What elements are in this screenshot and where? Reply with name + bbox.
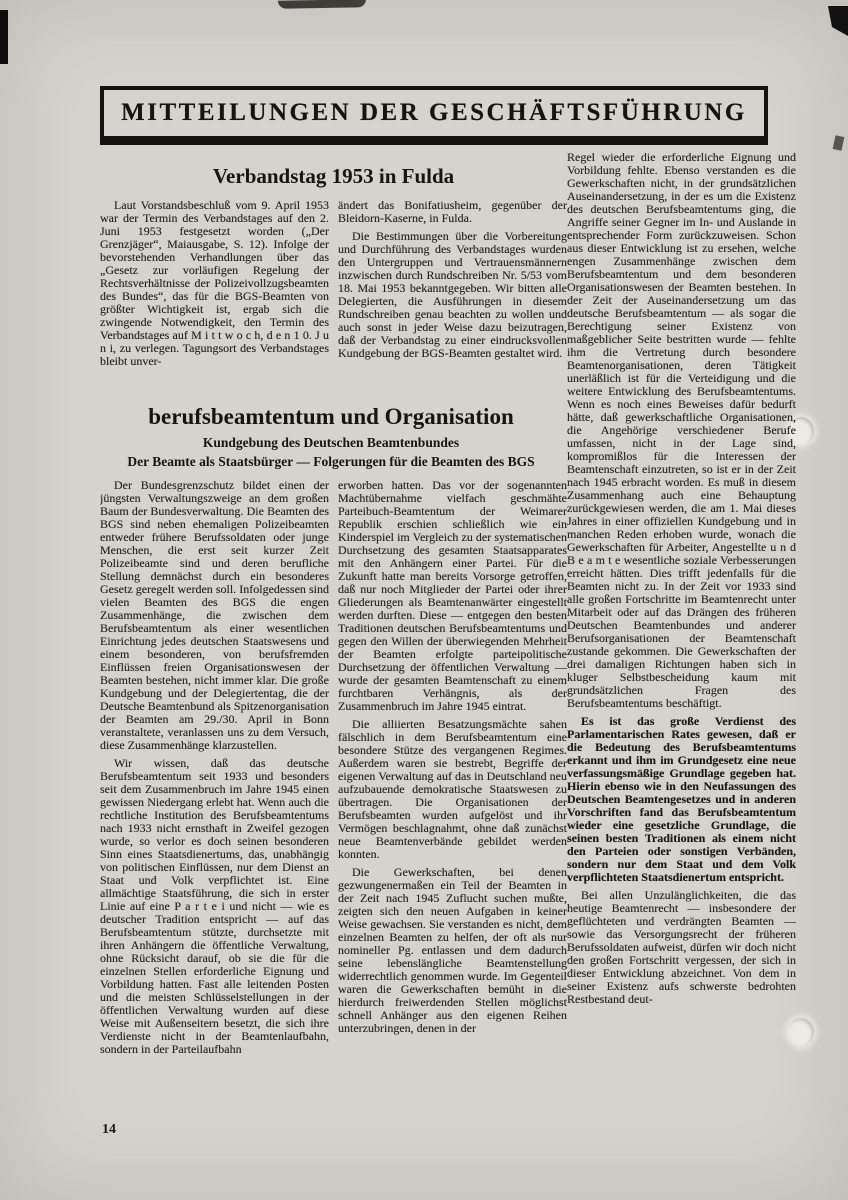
paragraph: Es ist das große Verdienst des Parlamentarischen Rates gewesen, daß er die Bedeutung des Berufsbeamtentums erkannt und ihm im Grundgesetz eine neue verfassungsmäßige Grundlage gegeben hat. Hierin ebenso wie in den Neufassungen des Deutschen Beamtengesetzes und in anderen Vorschriften fand das Berufsbeamtentum wieder eine gesetzliche Grundlage, die seinen besten Traditionen als einem nicht den Parteien oder sonstigen Verbänden, sondern nur dem Staat und dem Volk verpflichteten Staatsdienertum entspricht.	[567, 714, 796, 884]
article1-columns	[100, 199, 567, 395]
article2-column-3	[567, 151, 796, 1163]
article1-title: Verbandstag 1953 in Fulda	[212, 164, 455, 188]
scan-artifact-corner	[828, 6, 848, 36]
article2-columns	[100, 479, 567, 1157]
paragraph: Wir wissen, daß das deutsche Berufsbeamtentum seit 1933 und besonders seit dem Zusammenbruch im Jahre 1945 einen gewissen Niedergang erlebt hat. Wenn auch die rechtliche Institution des Berufsbeamtentums nach 1933 nicht ernsthaft in Zweifel gezogen wurde, so verlor es doch seinen besonderen Sinn eines Staatsdienertums, das, unabhängig von politischen Einflüssen, nur dem Dienst an Staat und Volk verpflichtet ist. Eine allmächtige Staatsführung, die sich in erster Linie auf eine P a r t e i und nicht — wie es deutscher Tradition entspricht — auf das Berufsbeamtentum stützte, durchsetzte mit ihren Anhängern die öffentliche Verwaltung, ohne Rücksicht darauf, ob sie die für die einzelnen Stellen erforderliche Eignung und Vorbildung hatten. Fast alle leitenden Posten und die meisten Schlüsselstellungen in der öffentlichen Verwaltung wurden auf diese Weise mit Außenseitern besetzt, die sich ihre Verdienste nicht in der Beamtenlaufbahn, sondern in der Parteilaufbahn	[100, 756, 329, 1056]
paragraph: Die alliierten Besatzungsmächte sahen fälschlich in dem Berufsbeamtentum eine besondere Stütze des vergangenen Regimes. Außerdem waren sie bestrebt, Begriffe der eigenen Verwaltung auf das in Deutschland neu aufzubauende demokratische Staatswesen zu übertragen. Die Organisationen der Berufsbeamten wurden aufgelöst und ihr Vermögen beschlagnahmt, ohne daß zunächst neue Beamtenverbände gebildet werden konnten.	[338, 717, 567, 861]
paragraph: Bei allen Unzulänglichkeiten, die das heutige Beamtenrecht — insbesondere der geflüchteten und verdrängten Beamten — sowie das Versorgungsrecht der früheren Berufssoldaten aufweist, dürfen wir doch nicht den großen Fortschritt vergessen, der sich in dieser Entwicklung abzeichnet. Von dem in seiner Existenz aufs schwerste bedrohten Restbestand deut-	[567, 888, 796, 1006]
article1-column-2	[338, 199, 567, 395]
scan-artifact-edge-mark	[833, 135, 845, 151]
paragraph: erworben hatten. Das vor der sogenannten Machtübernahme vielfach geschmähte Parteibuch-Beamtentum der Weimarer Republik erschien schließlich wie ein Kinderspiel im Vergleich zu der systematischen Durchsetzung des gesamten Staatsapparates mit den Anhängern einer Partei. Für die Zukunft hatte man bereits Vorsorge getroffen, daß nur noch Mitglieder der Partei oder ihrer Gliederungen als Beamtenanwärter eingestellt werden durften. Diese — entgegen den besten Traditionen deutschen Berufsbeamtentums und gegen den Willen der überwiegenden Mehrheit der Beamten erfolgte parteipolitische Durchsetzung der öffentlichen Verwaltung — wurde der gesamten Beamtenschaft zu einem furchtbaren Verhängnis, als der Zusammenbruch im Jahre 1945 eintrat.	[338, 479, 567, 713]
paragraph: Die Gewerkschaften, bei denen gezwungenermaßen ein Teil der Beamten in der Zeit nach 1945 Zuflucht suchen mußte, zeigten sich den neuen Aufgaben in keiner Weise gewachsen. Sie verstanden es nicht, dem einzelnen Beamten zu helfen, der oft als nur nomineller Pg. entlassen und dem dadurch seine lebenslängliche Beamtenstellung widerrechtlich genommen wurde. Im Gegenteil waren die Gewerkschaften bemüht in die hierdurch freiwerdenden Stellen möglichst schnell Anhänger aus den eigenen Reihen unterzubringen, denen in der	[338, 865, 567, 1035]
masthead-box	[100, 86, 768, 145]
masthead-title: MITTEILUNGEN DER GESCHÄFTSFÜHRUNG	[121, 99, 747, 126]
article2-heading	[95, 404, 567, 470]
article2-title: berufsbeamtentum und Organisation	[148, 404, 514, 429]
article2-subtitle-2: Der Beamte als Staatsbürger — Folgerungen für die Beamten des BGS	[127, 454, 535, 469]
page-number: 14	[102, 1122, 116, 1137]
paragraph: Die Bestimmungen über die Vorbereitung und Durchführung des Verbandstages wurden den Untergruppen und Vertrauensmännern inzwischen durch Rundschreiben Nr. 5/53 vom 18. Mai 1953 bekanntgegeben. Wir bitten alle Delegierten, die Ausführungen in diesem Rundschreiben genau beachten zu wollen und auch sonst in jeder Weise dazu beizutragen, daß der Verbandstag zu einer eindrucksvollen Kundgebung der BGS-Beamten gestaltet wird.	[338, 229, 567, 360]
article1-column-1	[100, 199, 329, 395]
paragraph: Laut Vorstandsbeschluß vom 9. April 1953 war der Termin des Verbandstages auf den 2. Juni 1953 festgesetzt worden („Der Grenzjäger“, Maiausgabe, S. 12). Infolge der bevorstehenden Verhandlungen über das „Gesetz zur vorläufigen Regelung der Rechtsverhältnisse der Polizeivollzugsbeamten des Bundes“, das für die BGS-Beamten von größter Wichtigkeit ist, ergab sich die zwingende Notwendigkeit, den Termin des Verbandstages auf M i t t w o c h, d e n 1 0. J u n i, zu verlegen. Tagungsort des Verbandstages bleibt unver-	[100, 199, 329, 368]
paragraph: Regel wieder die erforderliche Eignung und Vorbildung fehlte. Ebenso verstanden es die Gewerkschaften nicht, in der grundsätzlichen Auseinandersetzung, in der es um die Existenz des deutschen Berufsbeamtentums ging, die Angriffe seiner Gegner im In- und Auslande in entsprechender Form zurückzuweisen. Schon aus dieser Entwicklung ist zu ersehen, welche engen Zusammenhänge zwischen dem Berufsbeamtentum und dem besonderen Organisationswesen der Beamten bestehen. In der Zeit der Auseinandersetzung um das deutsche Berufsbeamtentum — als sogar die Berechtigung seiner Existenz von maßgeblicher Seite bestritten wurde — fehlte ihm die Vertretung durch besondere Beamtenorganisationen, deren Tätigkeit unerläßlich ist für die Verteidigung und die weitere Entwicklung des Berufsbeamtentums. Wenn es noch eines Beweises dafür bedurft hätte, daß gewerkschaftliche Organisationen, die Angehörige verschiedener Berufe umfassen, nicht in der Lage sind, kompromißlos für die Interessen der Beamtenschaft einzutreten, so ist er in der Zeit nach 1945 erbracht worden. Es muß in diesem Zusammenhang auch eine Behauptung zurückgewiesen werden, die am 1. Mai dieses Jahres in einer offiziellen Kundgebung und in manchen Reden erhoben wurde, wonach die Gewerkschaften für Arbeiter, Angestellte u n d B e a m t e wesentliche soziale Verbesserungen erreicht hätten. Dies trifft jedenfalls für die Beamten nicht zu. In der Zeit vor 1933 sind alle großen Fortschritte im Beamtenrecht unter Mitarbeit oder auf das Drängen des früheren Deutschen Beamtenbundes und anderer Berufsorganisationen der Beamtenschaft zustande gekommen. Die Gewerkschaften der drei damaligen Richtungen haben sich in kluger Selbstbescheidung kaum mit grundsätzlichen Fragen des Berufsbeamtentums beschäftigt.	[567, 151, 796, 710]
article2-column-2	[338, 479, 567, 1157]
scan-artifact-top-smudge	[278, 0, 366, 9]
paragraph: ändert das Bonifatiusheim, gegenüber der Bleidorn-Kaserne, in Fulda.	[338, 199, 567, 225]
scan-artifact-left-bar	[0, 10, 8, 64]
article2-column-1	[100, 479, 329, 1157]
paragraph: Der Bundesgrenzschutz bildet einen der jüngsten Verwaltungszweige an dem großen Baum der Bundesverwaltung. Die Beamten des BGS sind neben ehemaligen Polizeibeamten entweder frühere Berufssoldaten oder junge Menschen, die erst seit kurzer Zeit Polizeibeamte sind und deren berufliche Stellung demnächst durch ein besonderes Gesetz geregelt werden soll. Infolgedessen sind vielen Beamten des BGS die engen Zusammenhänge, die zwischen dem Berufsbeamtentum als einer wesentlichen Einrichtung jedes deutschen Staatswesens und einem besonderen, von berufsfremden Einflüssen freien Organisationswesen der Beamten bestehen, nicht immer klar. Die große Kundgebung und der Delegiertentag, die der Deutsche Beamtenbund als Spitzenorganisation der Beamten am 29./30. April in Bonn veranstaltete, veranlassen uns zu dem Versuch, diese Zusammenhänge klarzustellen.	[100, 479, 329, 752]
article2-subtitle-1: Kundgebung des Deutschen Beamtenbundes	[202, 435, 460, 450]
